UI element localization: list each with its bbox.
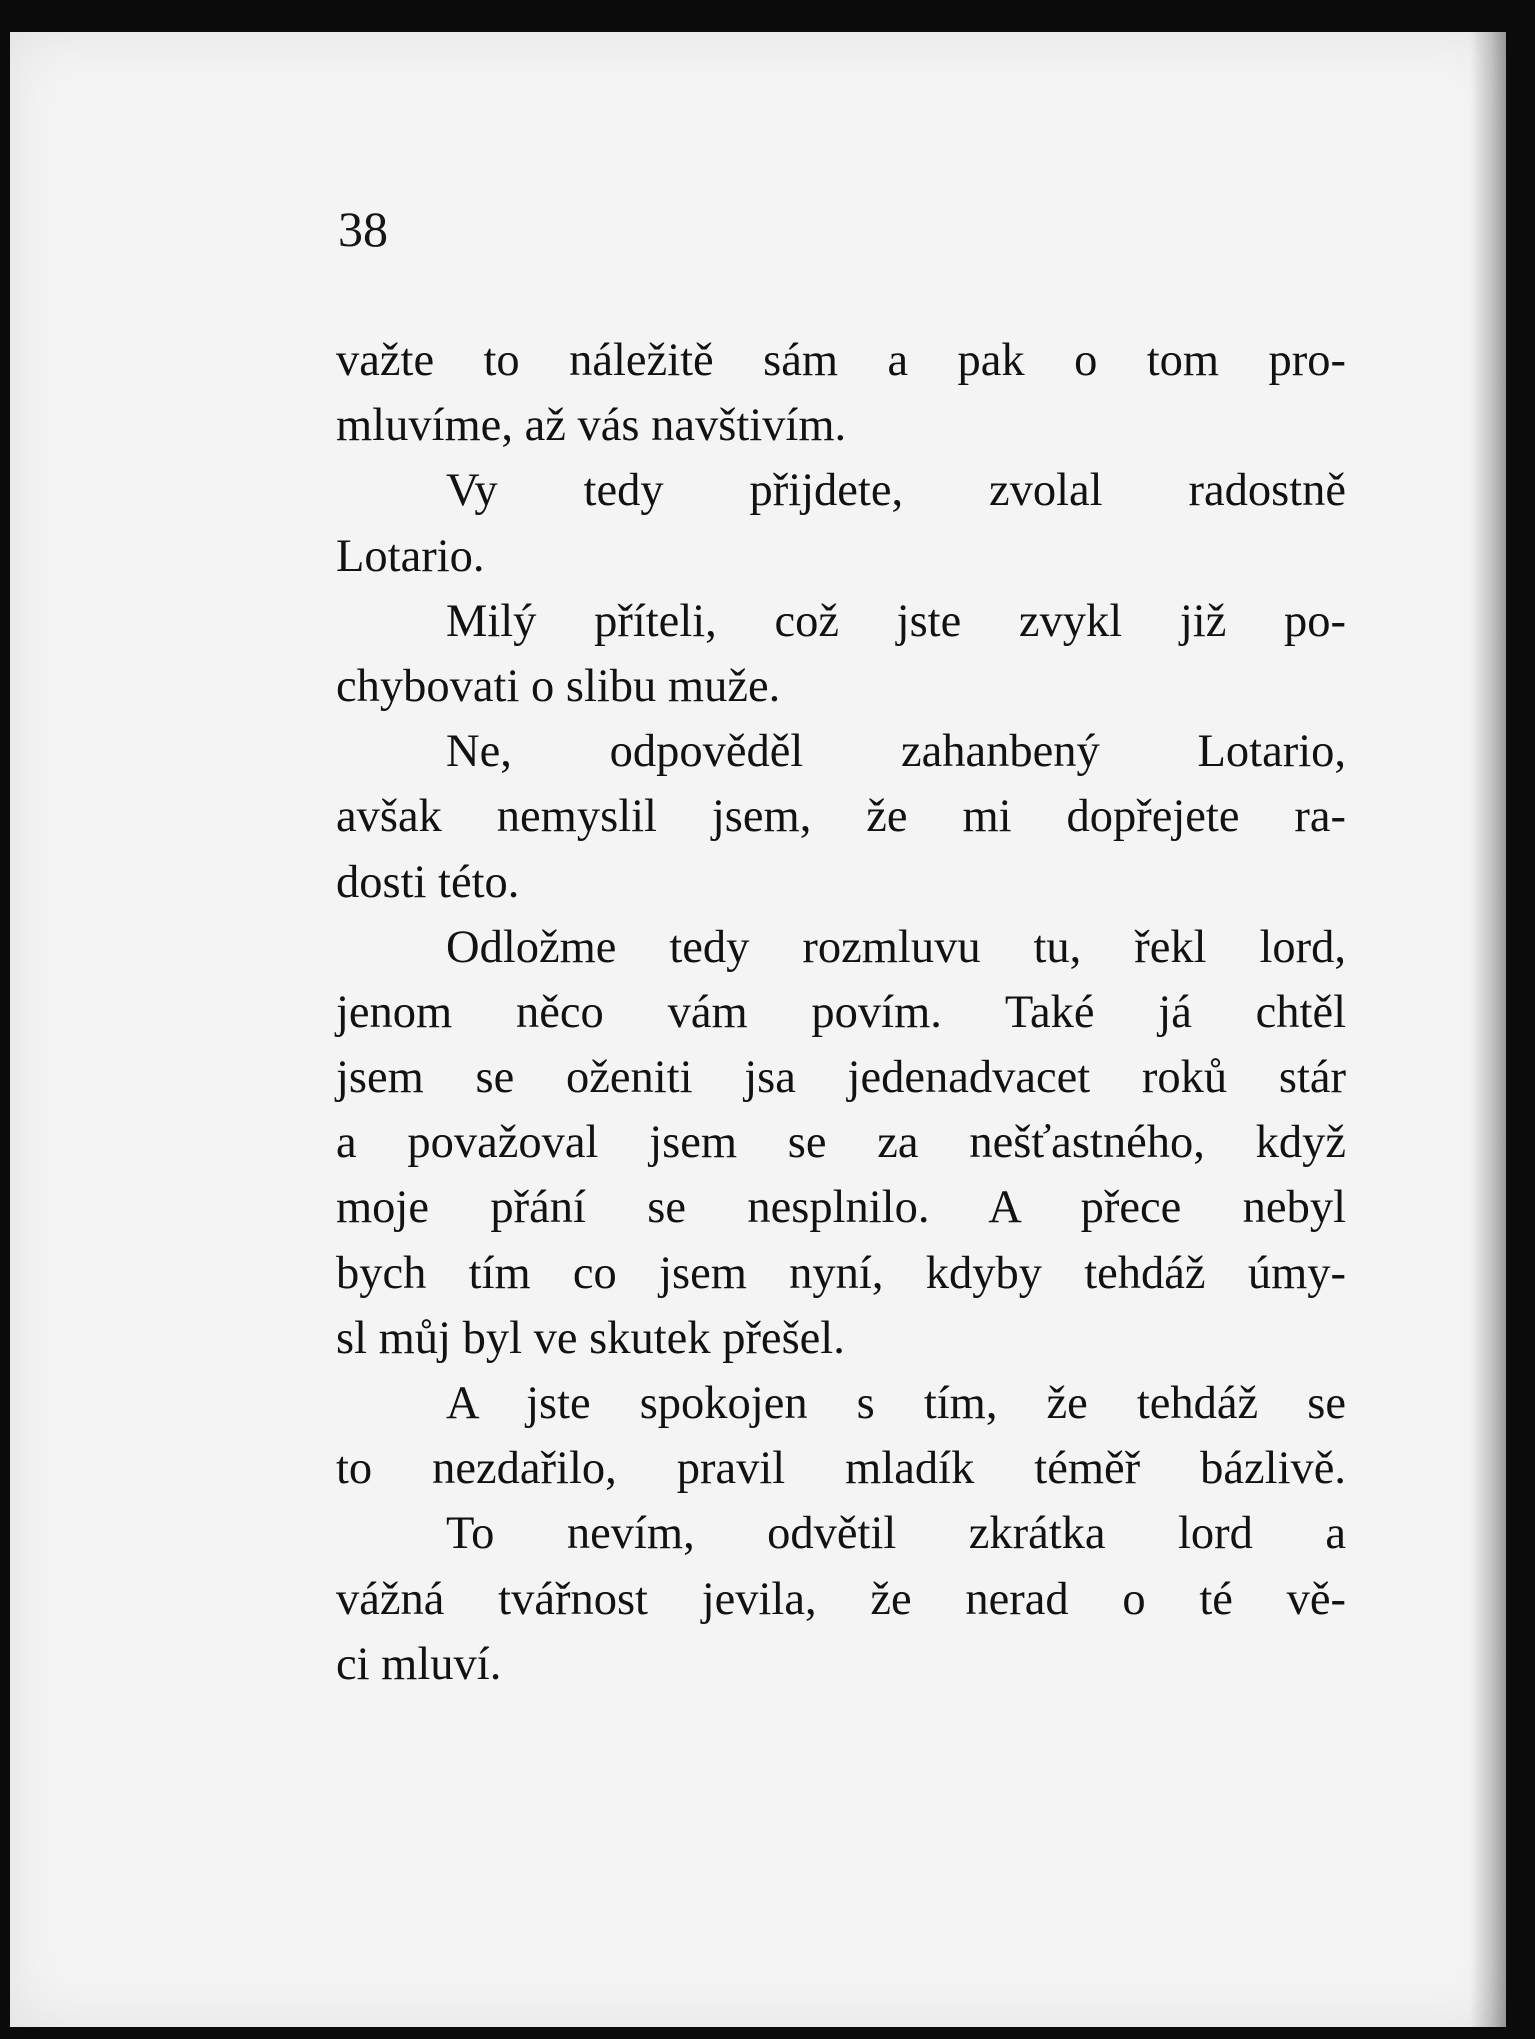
page-edge-shadow xyxy=(1470,32,1506,2027)
body-text xyxy=(336,328,1346,1697)
text-line: jenom něco vám povím. Také já chtěl xyxy=(336,986,1346,1038)
text-line: mluvíme, až vás navštivím. xyxy=(336,400,847,452)
text-line: Vy tedy přijdete, zvolal radostně xyxy=(446,465,1346,517)
text-line: Ne, odpověděl zahanbený Lotario, xyxy=(446,726,1346,778)
text-line: To nevím, odvětil zkrátka lord a xyxy=(446,1508,1346,1560)
text-line: dosti této. xyxy=(336,856,520,908)
text-line: chybovati o slibu muže. xyxy=(336,660,781,712)
text-line: to nezdařilo, pravil mladík téměř bázlivě. xyxy=(336,1443,1346,1495)
text-line: bych tím co jsem nyní, kdyby tehdáž úmy- xyxy=(336,1247,1346,1299)
text-line: jsem se oženiti jsa jedenadvacet roků stár xyxy=(336,1052,1346,1104)
text-line: ci mluví. xyxy=(336,1638,502,1690)
text-line: vážná tvářnost jevila, že nerad o té vě- xyxy=(336,1573,1346,1625)
text-line: važte to náležitě sám a pak o tom pro- xyxy=(336,335,1346,386)
text-line: avšak nemyslil jsem, že mi dopřejete ra- xyxy=(336,791,1346,843)
text-line: Odložme tedy rozmluvu tu, řekl lord, xyxy=(446,921,1346,973)
text-line: A jste spokojen s tím, že tehdáž se xyxy=(446,1378,1346,1429)
text-line: sl můj byl ve skutek přešel. xyxy=(336,1312,845,1364)
page-number: 38 xyxy=(338,201,388,257)
text-line: Milý příteli, což jste zvykl již po- xyxy=(446,595,1346,647)
text-line: moje přání se nesplnilo. A přece nebyl xyxy=(336,1182,1346,1234)
text-line: a považoval jsem se za nešťastného, když xyxy=(336,1117,1346,1169)
book-page xyxy=(10,32,1506,2027)
text-line: Lotario. xyxy=(336,530,485,582)
